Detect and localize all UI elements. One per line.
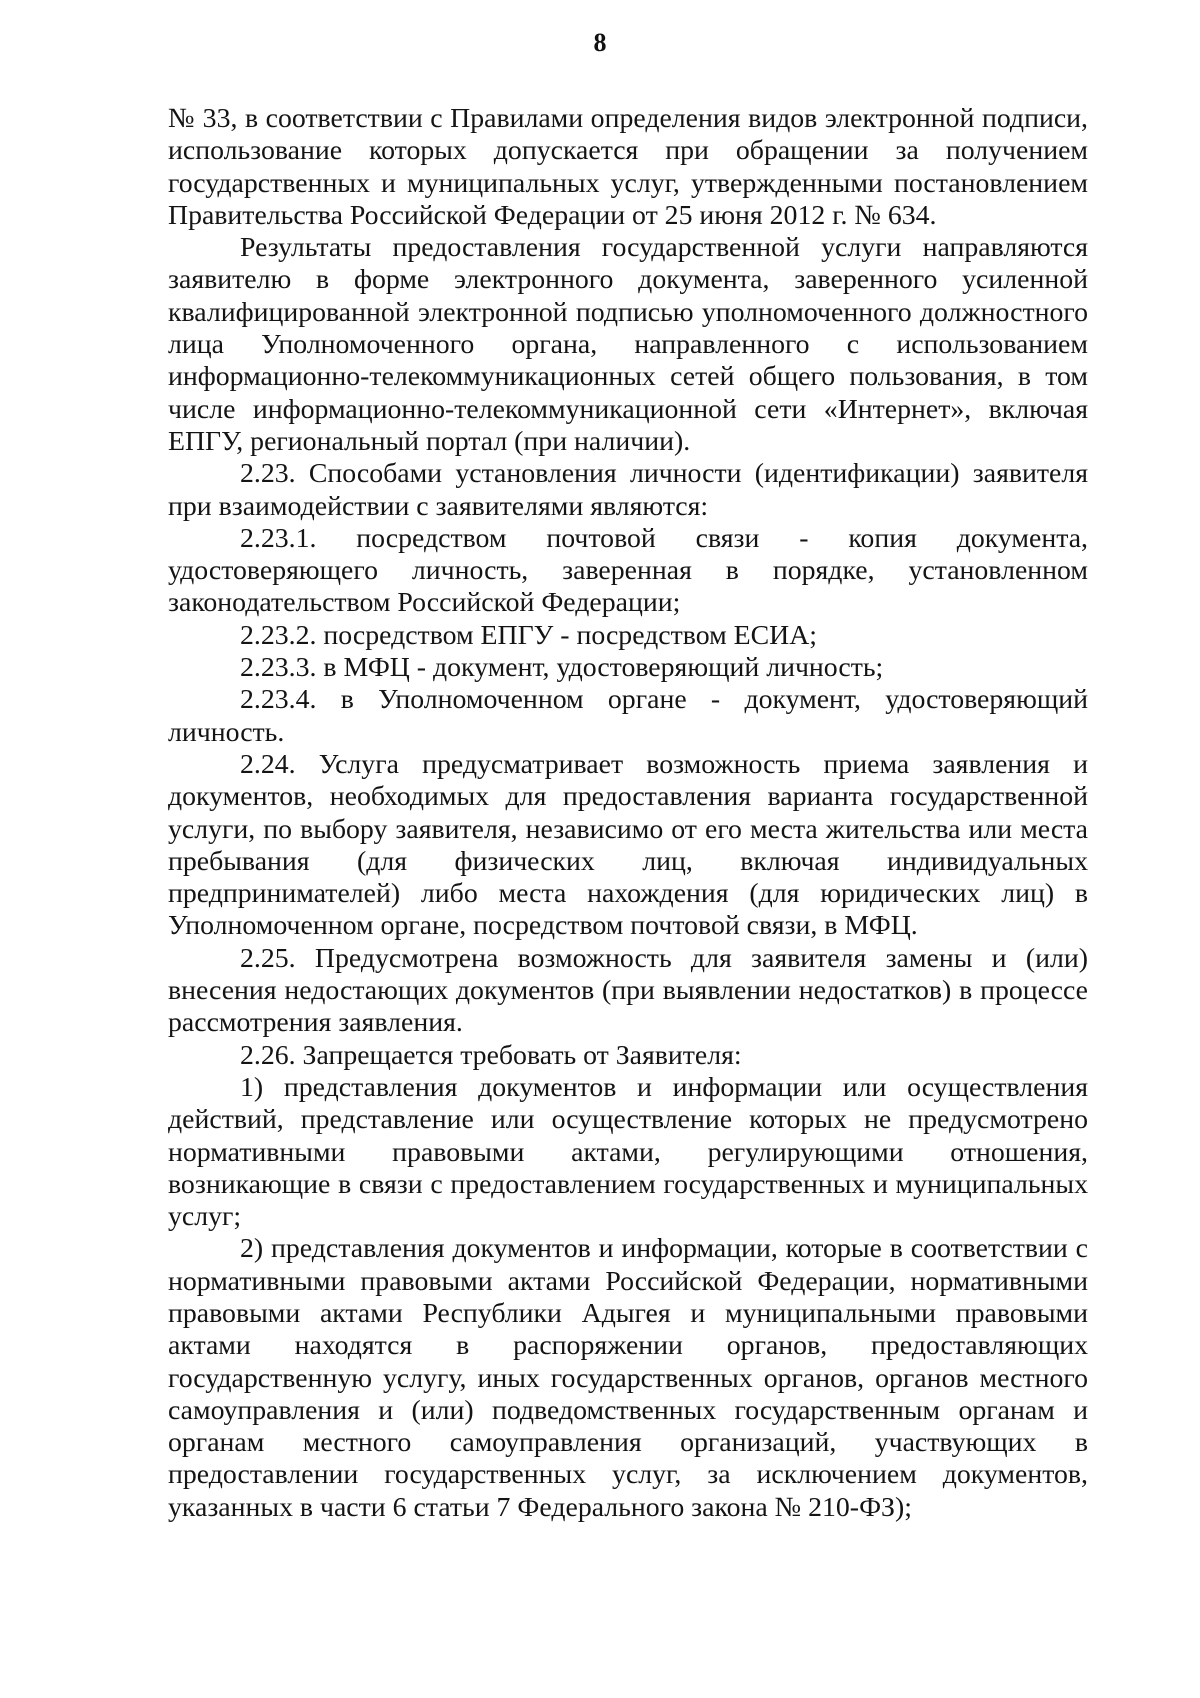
document-body: [168, 103, 1088, 1524]
paragraph: 2) представления документов и информации, которые в соответствии с нормативными правовыми актами Российской Федерации, нормативными правовыми актами Республики Адыгея и муниципальными правовыми актами находятся в распоряжении органов, предоставляющих государственную услугу, иных государственных органов, органов местного самоуправления и (или) подведомственных государственным органам и органам местного самоуправления организаций, участвующих в предоставлении государственных услуг, за исключением документов, указанных в части 6 статьи 7 Федерального закона № 210-ФЗ);: [168, 1233, 1088, 1523]
paragraph: 2.23.3. в МФЦ - документ, удостоверяющий личность;: [240, 652, 884, 684]
page-number: 8: [593, 28, 607, 57]
paragraph: Результаты предоставления государственной услуги направляются заявителю в форме электронного документа, заверенного усиленной квалифицированной электронной подписью уполномоченного должностного лица Уполномоченного органа, направленного с использованием информационно-телекоммуникационных сетей общего пользования, в том числе информационно-телекоммуникационной сети «Интернет», включая ЕПГУ, региональный портал (при наличии).: [168, 232, 1088, 457]
paragraph: 2.23.4. в Уполномоченном органе - документ, удостоверяющий личность.: [168, 684, 1088, 748]
paragraph: № 33, в соответствии с Правилами определения видов электронной подписи, использование которых допускается при обращении за получением государственных и муниципальных услуг, утвержденными постановлением Правительства Российской Федерации от 25 июня 2012 г. № 634.: [168, 103, 1088, 231]
paragraph: 2.23. Способами установления личности (идентификации) заявителя при взаимодействии с заявителями являются:: [168, 458, 1088, 522]
paragraph: 1) представления документов и информации или осуществления действий, представление или осуществление которых не предусмотрено нормативными правовыми актами, регулирующими отношения, возникающие в связи с предоставлением государственных и муниципальных услуг;: [168, 1071, 1088, 1233]
paragraph: 2.26. Запрещается требовать от Заявителя:: [240, 1039, 742, 1071]
paragraph: 2.24. Услуга предусматривает возможность приема заявления и документов, необходимых для предоставления варианта государственной услуги, по выбору заявителя, независимо от его места жительства или места пребывания (для физических лиц, включая индивидуальных предпринимателей) либо места нахождения (для юридических лиц) в Уполномоченном органе, посредством почтовой связи, в МФЦ.: [168, 748, 1088, 942]
paragraph: 2.23.1. посредством почтовой связи - копия документа, удостоверяющего личность, заверенная в порядке, установленном законодательством Российской Федерации;: [168, 522, 1088, 619]
paragraph: 2.23.2. посредством ЕПГУ - посредством ЕСИА;: [240, 619, 818, 651]
paragraph: 2.25. Предусмотрена возможность для заявителя замены и (или) внесения недостающих документов (при выявлении недостатков) в процессе рассмотрения заявления.: [168, 942, 1088, 1039]
